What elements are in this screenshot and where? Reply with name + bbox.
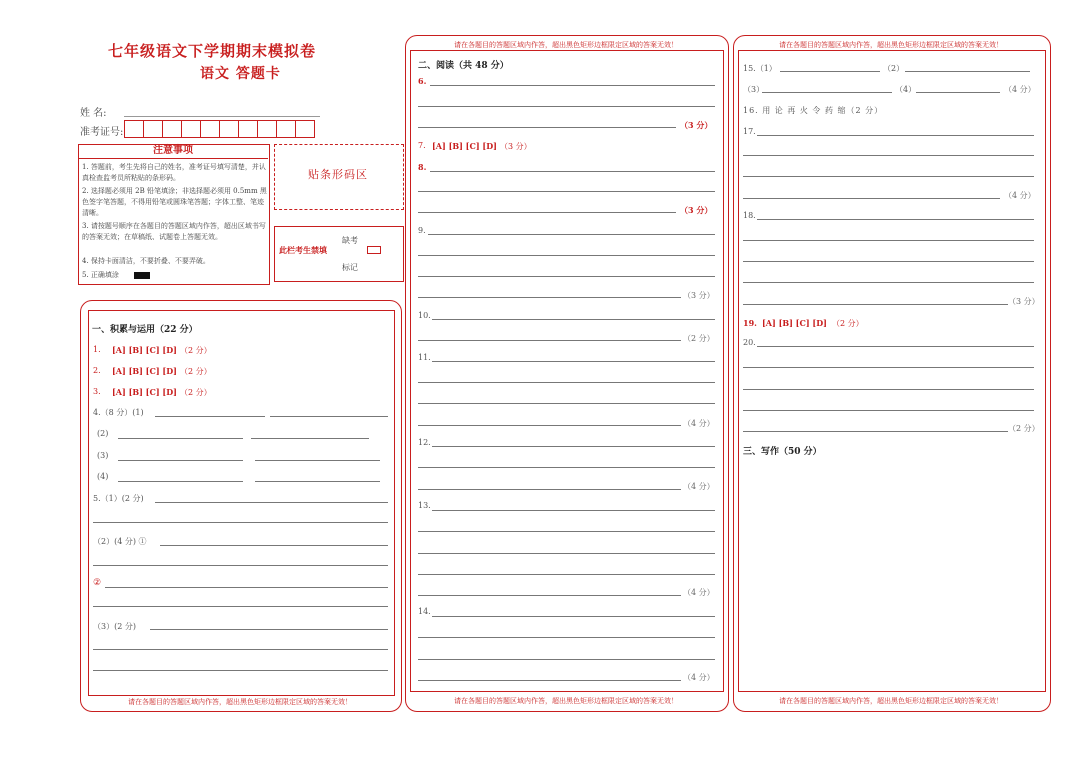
q18-line[interactable] [743, 304, 1008, 305]
q11-number: 11. [418, 353, 431, 362]
q20-line[interactable] [743, 367, 1034, 368]
q5-2b-line[interactable] [93, 606, 388, 607]
notice-item: 5. 正确填涂 [82, 271, 119, 279]
q5-2-label: （2）(4 分) ① [93, 537, 147, 546]
q6-line[interactable] [418, 106, 715, 107]
name-field[interactable] [124, 116, 320, 117]
q13-line[interactable] [418, 553, 715, 554]
name-label: 姓 名: [80, 108, 107, 119]
section1-title: 一、积累与运用（22 分） [92, 325, 198, 335]
q18-line[interactable] [743, 240, 1034, 241]
fill-sample [134, 272, 150, 279]
card-title: 七年级语文下学期期末模拟卷 [108, 42, 317, 60]
q18-number: 18. [743, 211, 756, 220]
q15-3-label: （3） [743, 85, 765, 94]
q14-points: （4 分） [683, 673, 715, 682]
q6-line[interactable] [430, 85, 715, 86]
q4-1-line-a[interactable] [155, 416, 265, 417]
q2-points: （2 分） [180, 367, 212, 376]
q5-1-label: 5.（1）(2 分) [93, 494, 144, 503]
q5-1-line[interactable] [93, 522, 388, 523]
q5-3-line[interactable] [150, 629, 388, 630]
q17-line[interactable] [743, 198, 1000, 199]
header-note-3: 请在各题目的答题区域内作答，超出黑色矩形边框限定区域的答案无效！ [779, 41, 1003, 49]
q9-line[interactable] [418, 276, 715, 277]
q16-label: 16. 用 论 再 火 令 药 缩（2 分） [743, 106, 884, 115]
q4-2-label: (2) [97, 429, 109, 438]
q14-line[interactable] [418, 637, 715, 638]
q5-1-line[interactable] [155, 502, 388, 503]
barcode-label: 贴条形码区 [308, 168, 368, 181]
q6-number: 6. [418, 76, 427, 86]
q20-line[interactable] [743, 410, 1034, 411]
q13-line[interactable] [418, 531, 715, 532]
q7-number: 7. [418, 141, 426, 150]
q9-line[interactable] [428, 234, 715, 235]
q3-points: （2 分） [180, 388, 212, 397]
q6-line[interactable] [418, 127, 676, 128]
q4-1-line-b[interactable] [270, 416, 388, 417]
q14-number: 14. [418, 607, 431, 616]
q15-3-line[interactable] [762, 92, 892, 93]
q4-4-label: (4) [97, 472, 109, 481]
q13-number: 13. [418, 501, 431, 510]
q5-2b-label: ② [93, 578, 102, 588]
writing-area[interactable] [743, 460, 1034, 685]
q20-line[interactable] [757, 346, 1034, 347]
q13-points: （4 分） [683, 588, 715, 597]
q18-line[interactable] [743, 261, 1034, 262]
q8-number: 8. [418, 162, 427, 172]
q10-points: （2 分） [683, 334, 715, 343]
q15-2-label: （2） [883, 64, 905, 73]
footer-note-3: 请在各题目的答题区域内作答，超出黑色矩形边框限定区域的答案无效！ [779, 697, 1003, 705]
q8-line[interactable] [430, 171, 715, 172]
footer-note-1: 请在各题目的答题区域内作答，超出黑色矩形边框限定区域的答案无效！ [128, 698, 352, 706]
q3-number: 3. [93, 387, 101, 396]
q20-points: （2 分） [1008, 424, 1040, 433]
q4-4-line-b[interactable] [255, 481, 380, 482]
q4-3-line-b[interactable] [255, 460, 380, 461]
q12-points: （4 分） [683, 482, 715, 491]
q4-4-line-a[interactable] [118, 481, 243, 482]
q4-2-line-b[interactable] [251, 438, 369, 439]
q15-1-line[interactable] [780, 71, 880, 72]
q17-number: 17. [743, 127, 756, 136]
q4-3-label: (3) [97, 451, 109, 460]
q19-choices[interactable]: [A] [B] [C] [D] [762, 318, 827, 328]
section2-title: 二、阅读（共 48 分） [418, 61, 509, 71]
q18-line[interactable] [757, 219, 1034, 220]
q14-line[interactable] [418, 680, 681, 681]
notice-item: 2. 选择题必须用 2B 铅笔填涂；非选择题必须用 0.5mm 黑色签字笔答题，不得用铅笔或圆珠笔答题；字体工整、笔迹清晰。 [82, 187, 267, 217]
q17-line[interactable] [743, 176, 1034, 177]
q13-line[interactable] [418, 574, 715, 575]
q7-points: （3 分） [500, 142, 532, 151]
q15-points: （4 分） [1004, 85, 1036, 94]
notice-item: 1. 答题前，考生先将自己的姓名，准考证号填写清楚，并认真检查监考员所粘贴的条形码。 [82, 163, 266, 182]
q9-points: （3 分） [683, 291, 715, 300]
q1-points: （2 分） [180, 346, 212, 355]
notice-heading: 注意事项 [78, 144, 268, 159]
q9-line[interactable] [418, 297, 681, 298]
q5-2-line[interactable] [160, 545, 388, 546]
card-subtitle: 语文 答题卡 [200, 66, 281, 82]
q20-number: 20. [743, 338, 756, 347]
q5-3-line[interactable] [93, 670, 388, 671]
q12-line[interactable] [418, 489, 681, 490]
writing-title: 三、写作（50 分） [743, 447, 822, 457]
absent-mark-bottom: 标记 [342, 263, 358, 272]
q15-4-label: （4） [895, 85, 917, 94]
footer-note-2: 请在各题目的答题区域内作答，超出黑色矩形边框限定区域的答案无效！ [454, 697, 678, 705]
q11-line[interactable] [432, 361, 715, 362]
q15-2-line[interactable] [905, 71, 1030, 72]
q20-line[interactable] [743, 389, 1034, 390]
q14-line[interactable] [418, 659, 715, 660]
q10-line[interactable] [418, 340, 681, 341]
q11-points: （4 分） [683, 419, 715, 428]
id-label: 准考证号: [80, 127, 124, 138]
q17-line[interactable] [743, 155, 1034, 156]
q1-number: 1. [93, 345, 101, 354]
q11-line[interactable] [418, 382, 715, 383]
q2-choices[interactable]: [A] [B] [C] [D] [112, 366, 177, 376]
q15-1-label: 15.（1） [743, 64, 777, 73]
q18-points: （3 分） [1008, 297, 1040, 306]
q10-number: 10. [418, 311, 431, 320]
q5-3-line[interactable] [93, 649, 388, 650]
q11-line[interactable] [418, 403, 715, 404]
header-note-2: 请在各题目的答题区域内作答，超出黑色矩形边框限定区域的答案无效！ [454, 41, 678, 49]
absent-checkbox[interactable] [367, 246, 381, 254]
q5-3-label: （3）(2 分) [93, 622, 136, 631]
q19-points: （2 分） [832, 319, 864, 328]
q8-line[interactable] [418, 191, 715, 192]
q4-2-line-a[interactable] [118, 438, 243, 439]
q18-line[interactable] [743, 282, 1034, 283]
q14-line[interactable] [432, 616, 715, 617]
q13-line[interactable] [418, 595, 681, 596]
q12-line[interactable] [418, 467, 715, 468]
q5-2b-line[interactable] [105, 587, 388, 588]
q10-line[interactable] [432, 319, 715, 320]
absent-label: 此栏考生禁填 [279, 245, 327, 255]
absent-mark-top: 缺考 [342, 236, 358, 245]
q3-choices[interactable]: [A] [B] [C] [D] [112, 387, 177, 397]
q1-choices[interactable]: [A] [B] [C] [D] [112, 345, 177, 355]
q20-line[interactable] [743, 431, 1008, 432]
q8-points: （3 分） [680, 205, 713, 215]
q6-points: （3 分） [680, 120, 713, 130]
q4-3-line-a[interactable] [118, 460, 243, 461]
q7-choices[interactable]: [A] [B] [C] [D] [432, 141, 497, 151]
q13-line[interactable] [432, 510, 715, 511]
q8-line[interactable] [418, 212, 676, 213]
q12-number: 12. [418, 438, 431, 447]
notice-item: 4. 保持卡面清洁，不要折叠、不要弄破。 [82, 257, 210, 265]
q12-line[interactable] [432, 446, 715, 447]
q19-number: 19. [743, 318, 757, 328]
q9-number: 9. [418, 226, 426, 235]
notice-item: 3. 请按题号顺序在各题目的答题区域内作答，超出区域书写的答案无效；在草稿纸、试题卷上答题无效。 [82, 222, 266, 241]
q11-line[interactable] [418, 425, 681, 426]
q5-2-line[interactable] [93, 565, 388, 566]
q2-number: 2. [93, 366, 101, 375]
q15-4-line[interactable] [916, 92, 1000, 93]
q17-points: （4 分） [1004, 191, 1036, 200]
q9-line[interactable] [418, 255, 715, 256]
q4-label: 4.（8 分）(1) [93, 408, 144, 417]
q17-line[interactable] [757, 135, 1034, 136]
